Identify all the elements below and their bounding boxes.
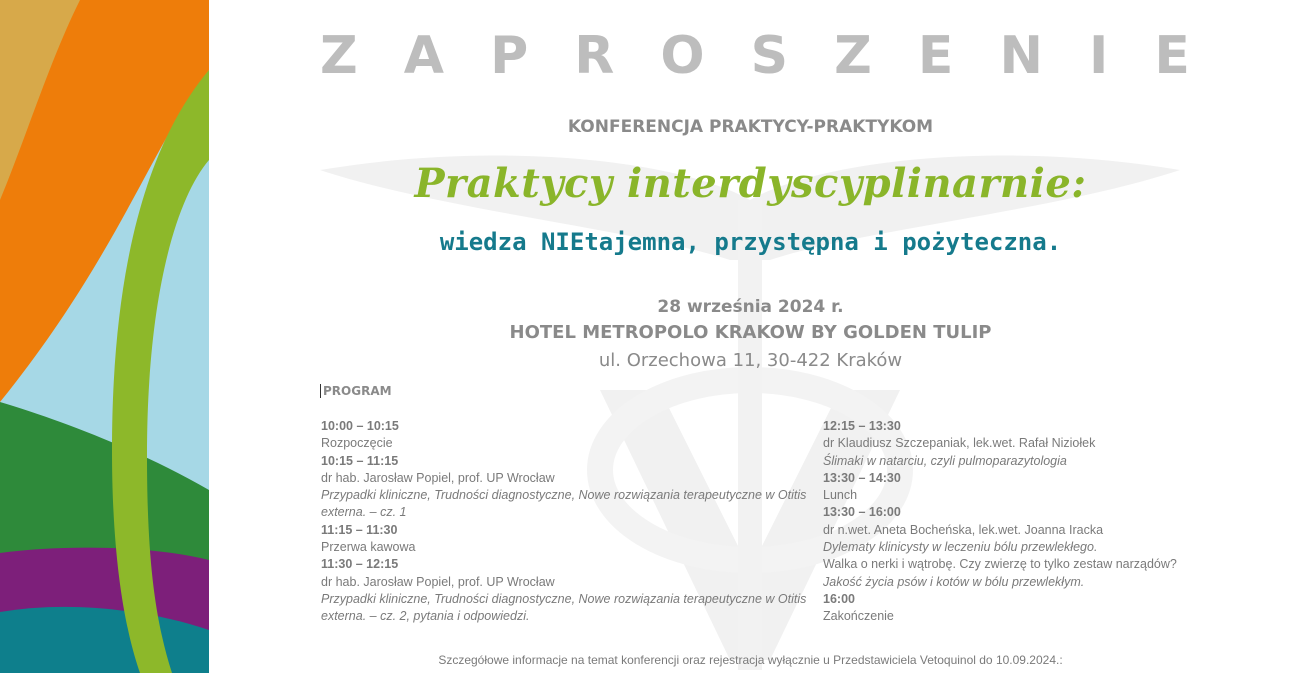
program-topic: Jakość życia psów i kotów w bólu przewlekłym. xyxy=(823,574,1085,589)
invitation-title xyxy=(320,26,1190,86)
program-column-left xyxy=(321,418,811,626)
program-time: 10:00 – 10:15 xyxy=(321,419,399,433)
event-address: ul. Orzechowa 11, 30-422 Kraków xyxy=(598,350,903,371)
program-label: PROGRAM xyxy=(320,384,392,398)
decorative-side-band xyxy=(0,0,209,673)
event-date: 28 września 2024 r. xyxy=(657,297,844,317)
title-letter: I xyxy=(1089,26,1109,86)
event-venue: HOTEL METROPOLO KRAKOW BY GOLDEN TULIP xyxy=(509,322,992,343)
program-time: 16:00 xyxy=(823,591,855,606)
title-letter: S xyxy=(750,26,789,86)
program-time: 11:30 – 12:15 xyxy=(321,557,399,572)
title-letter: P xyxy=(490,26,529,86)
title-letter: E xyxy=(1154,26,1190,86)
program-entry: Przerwa kawowa xyxy=(321,540,416,555)
headline: Praktycy interdyscyplinarnie: xyxy=(414,160,1087,207)
program-time: 13:30 – 14:30 xyxy=(823,470,901,485)
footer-note: Szczegółowe informacje na temat konferencji oraz rejestracja wyłącznie u Przedstawiciela Vetoquinol do 10.09.2024.: xyxy=(438,653,1063,667)
program-entry: dr n.wet. Aneta Bocheńska, lek.wet. Joanna Iracka xyxy=(823,522,1104,537)
program-time: 13:30 – 16:00 xyxy=(823,505,901,520)
program-entry: Zakończenie xyxy=(823,609,894,624)
program-entry: Walka o nerki i wątrobę. Czy zwierzę to tylko zestaw narządów? xyxy=(823,557,1177,572)
program-topic: Ślimaki w natarciu, czyli pulmoparazytologia xyxy=(823,453,1067,468)
program-entry: dr Klaudiusz Szczepaniak, lek.wet. Rafał Niziołek xyxy=(823,436,1096,451)
title-letter: O xyxy=(660,26,705,86)
title-letter: R xyxy=(574,26,615,86)
title-letter: N xyxy=(999,26,1043,86)
program-entry: Lunch xyxy=(823,488,858,503)
program-entry: dr hab. Jarosław Popiel, prof. UP Wrocław xyxy=(321,574,555,589)
program-time: 11:15 – 11:30 xyxy=(321,522,398,537)
program-topic: Przypadki kliniczne, Trudności diagnostyczne, Nowe rozwiązania terapeutyczne w Otitis externa. – cz. 2, pytania i odpowiedzi. xyxy=(321,591,807,624)
title-letter: Z xyxy=(834,26,872,86)
program-entry: dr hab. Jarosław Popiel, prof. UP Wrocław xyxy=(321,470,555,485)
program-time: 10:15 – 11:15 xyxy=(321,453,399,468)
subheadline: wiedza NIEtajemna, przystępna i pożyteczna. xyxy=(439,228,1062,256)
program-topic: Dylematy klinicysty w leczeniu bólu przewlekłego. xyxy=(823,540,1098,555)
title-letter: A xyxy=(403,26,445,86)
program-column-right xyxy=(823,418,1243,626)
title-letter: E xyxy=(917,26,954,86)
program-entry: Rozpoczęcie xyxy=(321,436,393,451)
conference-label: KONFERENCJA PRAKTYCY-PRAKTYKOM xyxy=(567,117,934,137)
program-time: 12:15 – 13:30 xyxy=(823,419,901,433)
program-topic: Przypadki kliniczne, Trudności diagnostyczne, Nowe rozwiązania terapeutyczne w Otitis externa. – cz. 1 xyxy=(321,488,807,520)
title-letter: Z xyxy=(320,26,358,86)
